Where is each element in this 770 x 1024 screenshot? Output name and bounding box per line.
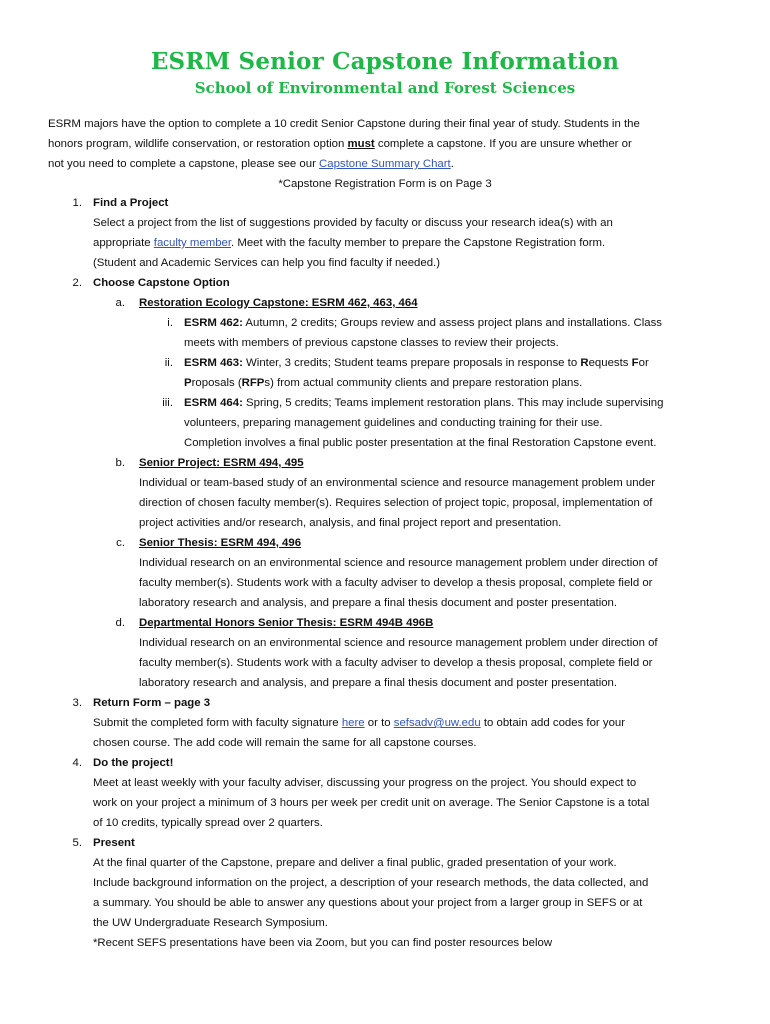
- course-text: s) from actual community clients and prepare restoration plans.: [264, 377, 583, 389]
- email-link[interactable]: sefsadv@uw.edu: [393, 717, 481, 729]
- step-number: 3.: [72, 697, 82, 709]
- option-text: direction of chosen faculty member(s). Requires selection of project topic, proposal, implementation of: [139, 497, 653, 509]
- course-line: [184, 356, 649, 370]
- step-title-choose-option: Choose Capstone Option: [93, 277, 230, 289]
- course-text: Spring, 5 credits; Teams implement restoration plans. This may include supervising: [242, 397, 664, 409]
- course-line: [184, 376, 582, 390]
- step-text: At the final quarter of the Capstone, prepare and deliver a final public, graded presentation of your work.: [93, 857, 617, 869]
- step-text-line: [93, 236, 605, 250]
- course-code: ESRM 462:: [184, 317, 243, 329]
- course-line: [184, 396, 663, 410]
- option-senior-thesis: Senior Thesis: ESRM 494, 496: [139, 537, 302, 549]
- emphasis-letter: F: [631, 357, 639, 369]
- roman-number: i.: [167, 317, 173, 329]
- option-text: project activities and/or research, analysis, and final project report and presentation.: [139, 517, 562, 529]
- emphasis-must: must: [347, 138, 375, 150]
- intro-line: [48, 117, 640, 131]
- emphasis-acronym: RFP: [241, 377, 265, 389]
- step-text: chosen course. The add code will remain the same for all capstone courses.: [93, 737, 477, 749]
- course-text: or: [638, 357, 649, 369]
- sub-letter: d.: [115, 617, 125, 629]
- intro-text: .: [450, 158, 454, 170]
- option-senior-project: Senior Project: ESRM 494, 495: [139, 457, 304, 469]
- intro-text: ESRM majors have the option to complete a 10 credit Senior Capstone during their final year of study. Students in the: [48, 118, 640, 130]
- step-text: or to: [364, 717, 394, 729]
- course-code: ESRM 463:: [184, 357, 243, 369]
- intro-text: honors program, wildlife conservation, or restoration option: [48, 138, 348, 150]
- option-text: faculty member(s). Students work with a faculty adviser to develop a thesis proposal, complete field or: [139, 657, 653, 669]
- roman-number: ii.: [164, 357, 173, 369]
- step-text: Select a project from the list of suggestions provided by faculty or discuss your research idea(s) with an: [93, 217, 613, 229]
- course-text: roposals (: [191, 377, 242, 389]
- step-text: Meet at least weekly with your faculty adviser, discussing your progress on the project. You should expect to: [93, 777, 637, 789]
- intro-text: complete a capstone. If you are unsure whether or: [374, 138, 632, 150]
- step-text-line: [93, 716, 625, 730]
- course-text: volunteers, preparing management guidelines and conducting training for their use.: [184, 417, 603, 429]
- step-text: a summary. You should be able to answer any questions about your project from a larger group in SEFS or at: [93, 897, 643, 909]
- option-text: laboratory research and analysis, and prepare a final thesis document and poster presentation.: [139, 597, 618, 609]
- intro-text: not you need to complete a capstone, please see our: [48, 158, 320, 170]
- step-text: the UW Undergraduate Research Symposium.: [93, 917, 328, 929]
- step-title-find-project: Find a Project: [93, 197, 169, 209]
- step-title-do-project: Do the project!: [93, 757, 174, 769]
- sub-letter: a.: [115, 297, 125, 309]
- page-subtitle: School of Environmental and Forest Sciences: [194, 79, 576, 97]
- emphasis-letter: P: [184, 377, 192, 389]
- here-link[interactable]: here: [341, 717, 365, 729]
- step-title-present: Present: [93, 837, 135, 849]
- course-text: Winter, 3 credits; Student teams prepare proposals in response to: [242, 357, 581, 369]
- step-text: of 10 credits, typically spread over 2 quarters.: [93, 817, 323, 829]
- step-text: Include background information on the project, a description of your research methods, the data collected, and: [93, 877, 649, 889]
- step-number: 2.: [72, 277, 82, 289]
- roman-number: iii.: [162, 397, 173, 409]
- capstone-summary-chart-link[interactable]: Capstone Summary Chart: [319, 158, 451, 170]
- course-text: meets with members of previous capstone classes to review their projects.: [184, 337, 559, 349]
- step-text: work on your project a minimum of 3 hours per week per credit unit on average. The Senior Capstone is a total: [93, 797, 650, 809]
- step-text: *Recent SEFS presentations have been via Zoom, but you can find poster resources below: [93, 937, 553, 949]
- page-title: ESRM Senior Capstone Information: [150, 48, 620, 75]
- course-text: Autumn, 2 credits; Groups review and assess project plans and installations. Class: [242, 317, 663, 329]
- sub-letter: b.: [115, 457, 125, 469]
- step-number: 5.: [72, 837, 82, 849]
- option-text: faculty member(s). Students work with a faculty adviser to develop a thesis proposal, complete field or: [139, 577, 653, 589]
- intro-line: [48, 137, 632, 151]
- option-text: Individual research on an environmental science and resource management problem under direction of: [139, 637, 658, 649]
- emphasis-letter: R: [580, 357, 589, 369]
- step-text: to obtain add codes for your: [480, 717, 626, 729]
- step-number: 1.: [72, 197, 82, 209]
- step-number: 4.: [72, 757, 82, 769]
- step-title-return-form: Return Form – page 3: [93, 697, 211, 709]
- option-text: laboratory research and analysis, and prepare a final thesis document and poster presentation.: [139, 677, 618, 689]
- step-text: appropriate: [93, 237, 154, 249]
- option-honors-thesis: Departmental Honors Senior Thesis: ESRM 494B 496B: [139, 617, 434, 629]
- option-text: Individual research on an environmental science and resource management problem under direction of: [139, 557, 658, 569]
- option-text: Individual or team-based study of an environmental science and resource management problem under: [139, 477, 656, 489]
- faculty-member-link[interactable]: faculty member: [153, 237, 232, 249]
- step-text: Submit the completed form with faculty signature: [93, 717, 342, 729]
- sub-letter: c.: [116, 537, 125, 549]
- course-code: ESRM 464:: [184, 397, 243, 409]
- course-text: Completion involves a final public poster presentation at the final Restoration Capstone event.: [184, 437, 657, 449]
- step-text: (Student and Academic Services can help you find faculty if needed.): [93, 257, 440, 269]
- course-line: [184, 316, 662, 330]
- course-text: equests: [588, 357, 632, 369]
- registration-note: *Capstone Registration Form is on Page 3: [278, 178, 492, 190]
- step-text: . Meet with the faculty member to prepare the Capstone Registration form.: [231, 237, 606, 249]
- option-restoration-ecology: Restoration Ecology Capstone: ESRM 462, 463, 464: [139, 297, 418, 309]
- intro-line: [48, 157, 454, 171]
